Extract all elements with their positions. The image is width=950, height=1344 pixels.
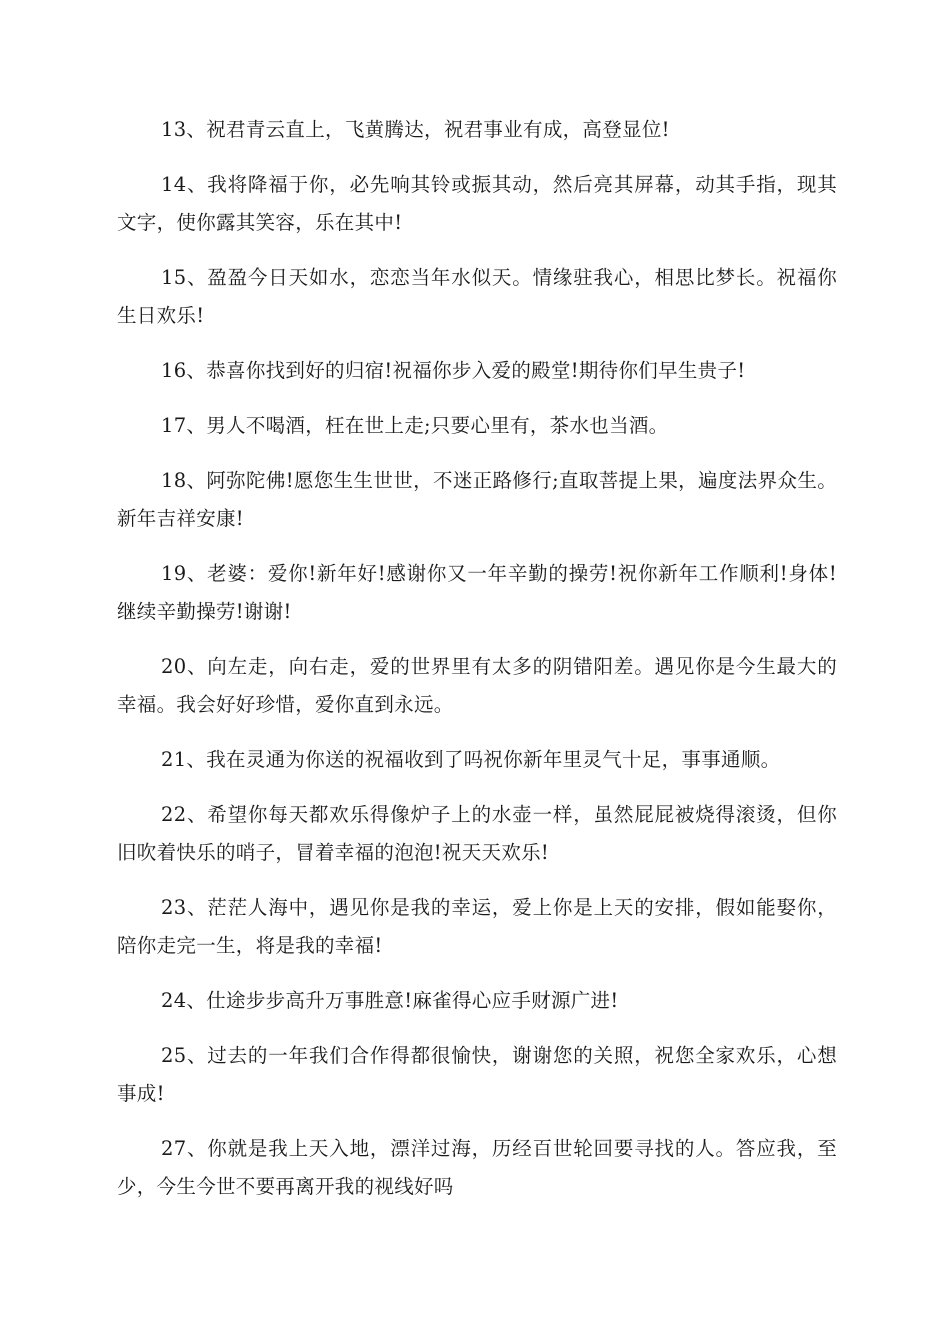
paragraph-22: 22、希望你每天都欢乐得像炉子上的水壶一样，虽然屁屁被烧得滚烫，但你旧吹着快乐的哨子，冒着幸福的泡泡!祝天天欢乐! [117,803,837,864]
paragraph-18: 18、阿弥陀佛!愿您生生世世，不迷正路修行;直取菩提上果，遍度法界众生。新年吉祥安康! [117,469,837,530]
paragraph-19: 19、老婆：爱你!新年好!感谢你又一年辛勤的操劳!祝你新年工作顺利!身体!继续辛勤操劳!谢谢! [117,562,837,623]
paragraph-27: 27、你就是我上天入地，漂洋过海，历经百世轮回要寻找的人。答应我，至少，今生今世不要再离开我的视线好吗 [117,1137,837,1198]
paragraph-23: 23、茫茫人海中，遇见你是我的幸运，爱上你是上天的安排，假如能娶你，陪你走完一生，将是我的幸福! [117,896,837,957]
paragraph-13: 13、祝君青云直上，飞黄腾达，祝君事业有成，高登显位! [161,118,670,141]
paragraph-20: 20、向左走，向右走，爱的世界里有太多的阴错阳差。遇见你是今生最大的幸福。我会好好珍惜，爱你直到永远。 [117,655,837,716]
paragraph-24: 24、仕途步步高升万事胜意!麻雀得心应手财源广进! [161,989,619,1012]
paragraph-15: 15、盈盈今日天如水，恋恋当年水似天。情缘驻我心，相思比梦长。祝福你生日欢乐! [117,266,837,327]
paragraph-14: 14、我将降福于你，必先响其铃或振其动，然后亮其屏幕，动其手指，现其文字，使你露其笑容，乐在其中! [117,173,837,234]
document-body [117,111,837,1223]
paragraph-25: 25、过去的一年我们合作得都很愉快，谢谢您的关照，祝您全家欢乐，心想事成! [117,1044,837,1105]
paragraph-16: 16、恭喜你找到好的归宿!祝福你步入爱的殿堂!期待你们早生贵子! [161,359,746,382]
paragraph-17: 17、男人不喝酒，枉在世上走;只要心里有，茶水也当酒。 [161,414,669,437]
paragraph-21: 21、我在灵通为你送的祝福收到了吗祝你新年里灵气十足，事事通顺。 [161,748,781,771]
